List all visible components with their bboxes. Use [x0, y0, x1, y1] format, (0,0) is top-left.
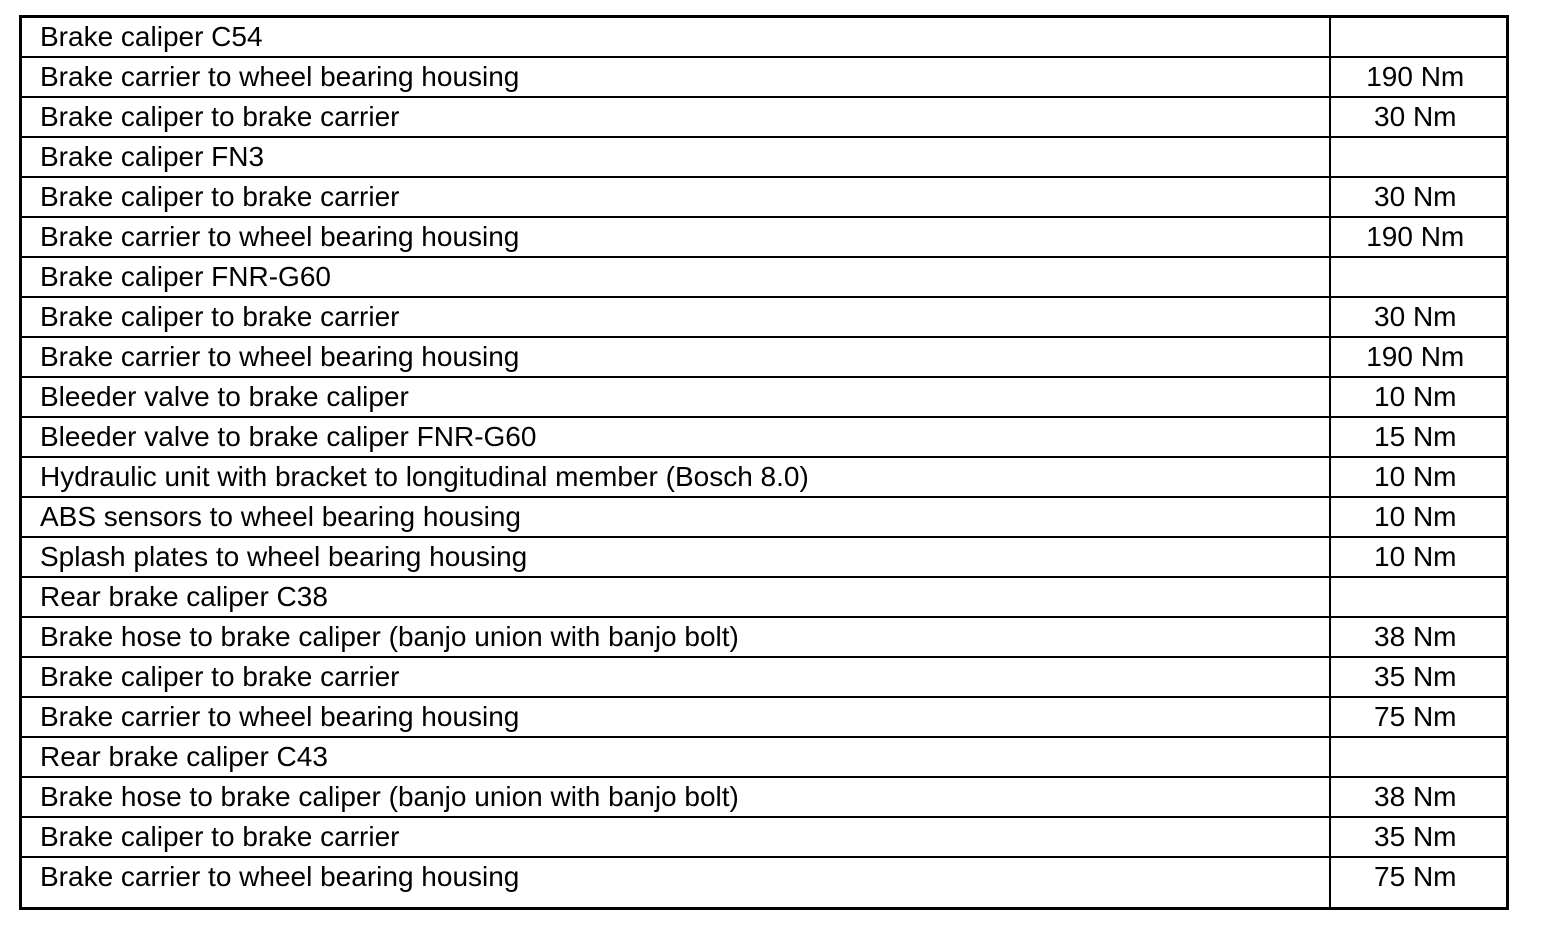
torque-cell: 30 Nm — [1330, 97, 1508, 137]
description-cell: Brake caliper FN3 — [21, 137, 1330, 177]
torque-cell: 190 Nm — [1330, 217, 1508, 257]
description-cell: Hydraulic unit with bracket to longitudinal member (Bosch 8.0) — [21, 457, 1330, 497]
description-cell: Brake caliper to brake carrier — [21, 297, 1330, 337]
torque-cell: 10 Nm — [1330, 537, 1508, 577]
torque-cell: 35 Nm — [1330, 817, 1508, 857]
table-row — [21, 857, 1508, 909]
description-cell: Brake carrier to wheel bearing housing — [21, 337, 1330, 377]
torque-cell: 35 Nm — [1330, 657, 1508, 697]
torque-specification-table — [19, 15, 1509, 910]
description-cell: Brake carrier to wheel bearing housing — [21, 857, 1330, 909]
table-row — [21, 657, 1508, 697]
torque-cell — [1330, 137, 1508, 177]
description-cell: ABS sensors to wheel bearing housing — [21, 497, 1330, 537]
table-row — [21, 617, 1508, 657]
description-cell: Brake caliper C54 — [21, 17, 1330, 57]
table-body — [21, 17, 1508, 909]
description-cell: Brake hose to brake caliper (banjo union with banjo bolt) — [21, 617, 1330, 657]
description-cell: Brake carrier to wheel bearing housing — [21, 697, 1330, 737]
torque-cell — [1330, 257, 1508, 297]
table-row — [21, 97, 1508, 137]
table-row — [21, 777, 1508, 817]
description-cell: Brake carrier to wheel bearing housing — [21, 57, 1330, 97]
torque-cell: 75 Nm — [1330, 857, 1508, 909]
torque-cell: 190 Nm — [1330, 57, 1508, 97]
table-row — [21, 57, 1508, 97]
table-row — [21, 497, 1508, 537]
table-row — [21, 217, 1508, 257]
table-row — [21, 697, 1508, 737]
description-cell: Splash plates to wheel bearing housing — [21, 537, 1330, 577]
torque-cell: 10 Nm — [1330, 377, 1508, 417]
torque-cell — [1330, 577, 1508, 617]
description-cell: Brake hose to brake caliper (banjo union with banjo bolt) — [21, 777, 1330, 817]
torque-cell: 30 Nm — [1330, 177, 1508, 217]
description-cell: Bleeder valve to brake caliper — [21, 377, 1330, 417]
table-row — [21, 137, 1508, 177]
table-row — [21, 257, 1508, 297]
torque-cell: 15 Nm — [1330, 417, 1508, 457]
description-cell: Brake caliper FNR-G60 — [21, 257, 1330, 297]
description-cell: Bleeder valve to brake caliper FNR-G60 — [21, 417, 1330, 457]
description-cell: Brake caliper to brake carrier — [21, 177, 1330, 217]
torque-cell: 38 Nm — [1330, 777, 1508, 817]
description-cell: Rear brake caliper C38 — [21, 577, 1330, 617]
table-row — [21, 537, 1508, 577]
table-row — [21, 737, 1508, 777]
torque-cell: 75 Nm — [1330, 697, 1508, 737]
table-row — [21, 817, 1508, 857]
torque-cell: 190 Nm — [1330, 337, 1508, 377]
table-row — [21, 17, 1508, 57]
torque-cell: 10 Nm — [1330, 457, 1508, 497]
table-row — [21, 297, 1508, 337]
table-row — [21, 177, 1508, 217]
description-cell: Brake carrier to wheel bearing housing — [21, 217, 1330, 257]
torque-cell: 30 Nm — [1330, 297, 1508, 337]
description-cell: Rear brake caliper C43 — [21, 737, 1330, 777]
torque-cell — [1330, 737, 1508, 777]
torque-cell: 10 Nm — [1330, 497, 1508, 537]
table-row — [21, 577, 1508, 617]
table-row — [21, 337, 1508, 377]
torque-cell — [1330, 17, 1508, 57]
table-row — [21, 417, 1508, 457]
table-row — [21, 377, 1508, 417]
table-row — [21, 457, 1508, 497]
description-cell: Brake caliper to brake carrier — [21, 97, 1330, 137]
description-cell: Brake caliper to brake carrier — [21, 657, 1330, 697]
description-cell: Brake caliper to brake carrier — [21, 817, 1330, 857]
torque-cell: 38 Nm — [1330, 617, 1508, 657]
